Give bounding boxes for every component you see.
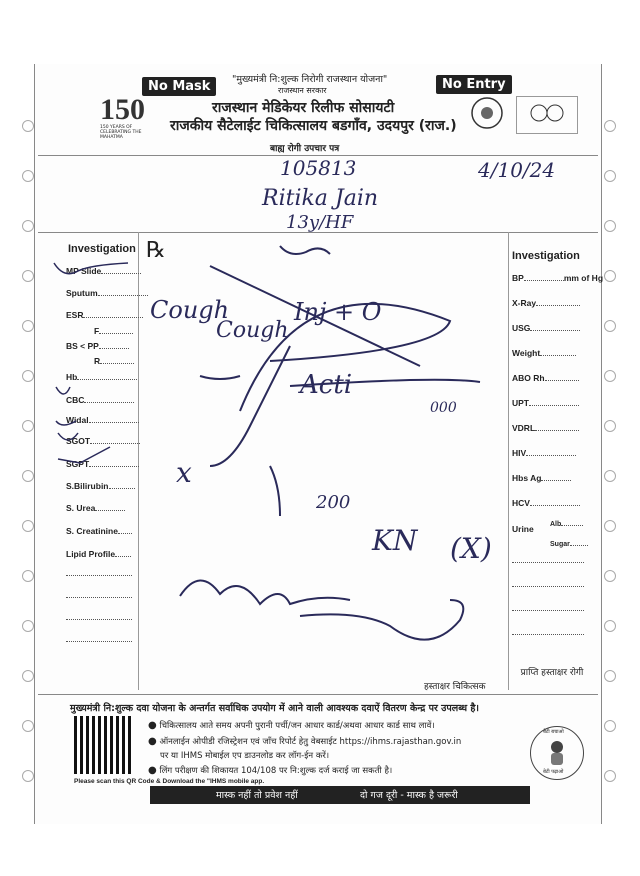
list-item: SGOT (66, 435, 140, 446)
blank-line (66, 641, 132, 642)
list-item: MP Slide (66, 265, 141, 276)
no-mask-tag: No Mask (142, 77, 216, 96)
handwritten-strokes (140, 236, 510, 676)
blank-line (66, 597, 132, 598)
list-item: Weight (512, 347, 576, 358)
scheme-line: "मुख्यमंत्री नि:शुल्क निरोगी राजस्थान योजना" (232, 74, 388, 85)
note-line-8: x (176, 456, 192, 489)
list-item: VDRL (512, 422, 579, 433)
list-item: Widal (66, 414, 139, 425)
qr-code-icon (74, 716, 132, 774)
hospital-title: राजकीय सैटेलाईट चिकित्सालय बडगाँव, उदयपुर (राज.) (170, 118, 457, 134)
footer-banner: मुख्यमंत्री नि:शुल्क दवा योजना के अन्तर्गत सर्वाधिक उपयोग में आने वाली आवश्यक दवाऐं वितरण केन्द्र पर उपलब्ध है। (70, 703, 479, 714)
list-item: F (94, 325, 133, 336)
footer-bullet-1: ● चिकित्सालय आते समय अपनी पुरानी पर्ची/जन आधार कार्ड/अथवा आधार कार्ड साथ लावें। (148, 720, 435, 731)
list-item: UPT (512, 397, 579, 408)
swachh-bharat-logo-icon (516, 96, 578, 134)
footer-bullet-3: ● लिंग परीक्षण की शिकायत 104/108 पर नि:शुल्क दर्ज कराई जा सकती है। (148, 765, 393, 776)
patient-name: Ritika Jain (262, 186, 379, 211)
list-item: X-Ray (512, 297, 580, 308)
list-item: S.Bilirubin (66, 480, 135, 491)
list-item: Sputum (66, 287, 148, 298)
footer-bullet-2-cont: पर या IHMS मोबाईल एप डाउनलोड कर लॉग-ईन करें। (160, 751, 330, 761)
list-item: CBC (66, 394, 134, 405)
blank-line (512, 586, 584, 587)
blank-line (512, 610, 584, 611)
note-line-1: Cough (150, 296, 230, 324)
list-item: ESR (66, 309, 143, 320)
gandhi-150-logo: 150 150 YEARS OF CELEBRATING THE MAHATMA (100, 93, 145, 140)
list-item: S. Creatinine (66, 525, 132, 536)
list-item: R (94, 355, 134, 366)
doctor-signature-label: हस्ताक्षर चिकित्सक (424, 682, 486, 692)
list-item: HIV (512, 447, 576, 458)
form-title: बाह्य रोगी उपचार पत्र (270, 144, 340, 154)
body-divider (38, 232, 598, 233)
rx-symbol: ℞ (146, 238, 166, 263)
slogan-left: मास्क नहीं तो प्रवेश नहीं (216, 790, 298, 801)
note-line-3: Inj + O (294, 298, 382, 326)
society-title: राजस्थान मेडिकेयर रिलीफ सोसायटी (212, 100, 395, 116)
list-item: Hbs Ag (512, 472, 571, 483)
urine-label: Urine (512, 524, 534, 534)
list-item: USG (512, 322, 580, 333)
qr-caption: Please scan this QR Code & Download the "IHMS mobile app. (74, 778, 265, 785)
no-entry-tag: No Entry (436, 75, 512, 94)
right-investigation-title: Investigation (512, 250, 580, 262)
list-item: S. Urea (66, 502, 125, 513)
blank-line (66, 575, 132, 576)
note-line-6: KN (372, 524, 418, 557)
footer-divider (38, 694, 598, 695)
visit-date: 4/10/24 (478, 158, 556, 182)
note-line-2: Cough (216, 318, 289, 343)
nhm-logo-icon (470, 96, 504, 130)
slogan-right: दो गज दूरी - मास्क है जरूरी (360, 790, 458, 801)
blank-line (512, 562, 584, 563)
note-line-4b: 000 (430, 400, 457, 416)
bp-field: BP mm of Hg (512, 273, 604, 283)
note-line-5: 200 (316, 492, 351, 513)
urine-sugar: Sugar (550, 537, 588, 548)
blank-line (66, 619, 132, 620)
list-item: Lipid Profile (66, 548, 131, 559)
urine-alb: Alb (550, 517, 583, 528)
beti-bachao-seal-icon: बेटी बचाओ बेटी पढ़ाओ (530, 726, 584, 780)
list-item: ABO Rh (512, 372, 579, 383)
patient-signature-label: प्राप्ति हस्ताक्षर रोगी (520, 668, 584, 678)
list-item: BS < PP (66, 340, 129, 351)
note-line-4: Acti (300, 370, 353, 400)
left-investigation-title: Investigation (68, 243, 136, 255)
list-item: Hb (66, 371, 137, 382)
list-item: HCV (512, 497, 580, 508)
govt-line: राजस्थान सरकार (278, 86, 327, 95)
registration-number: 105813 (280, 156, 357, 180)
note-line-7: (X) (450, 532, 492, 565)
blank-line (512, 634, 584, 635)
list-item: SGPT (66, 458, 139, 469)
patient-age-sex: 13y/HF (286, 212, 354, 233)
handwritten-check-marks (50, 255, 150, 475)
bottom-slogan-bar (150, 786, 530, 804)
footer-bullet-2: ● ऑनलाईन ओपीडी रजिस्ट्रेशन एवं जाँच रिपोर्ट हेतु वेबसाईट https://ihms.rajasthan.gov.in (148, 736, 462, 747)
